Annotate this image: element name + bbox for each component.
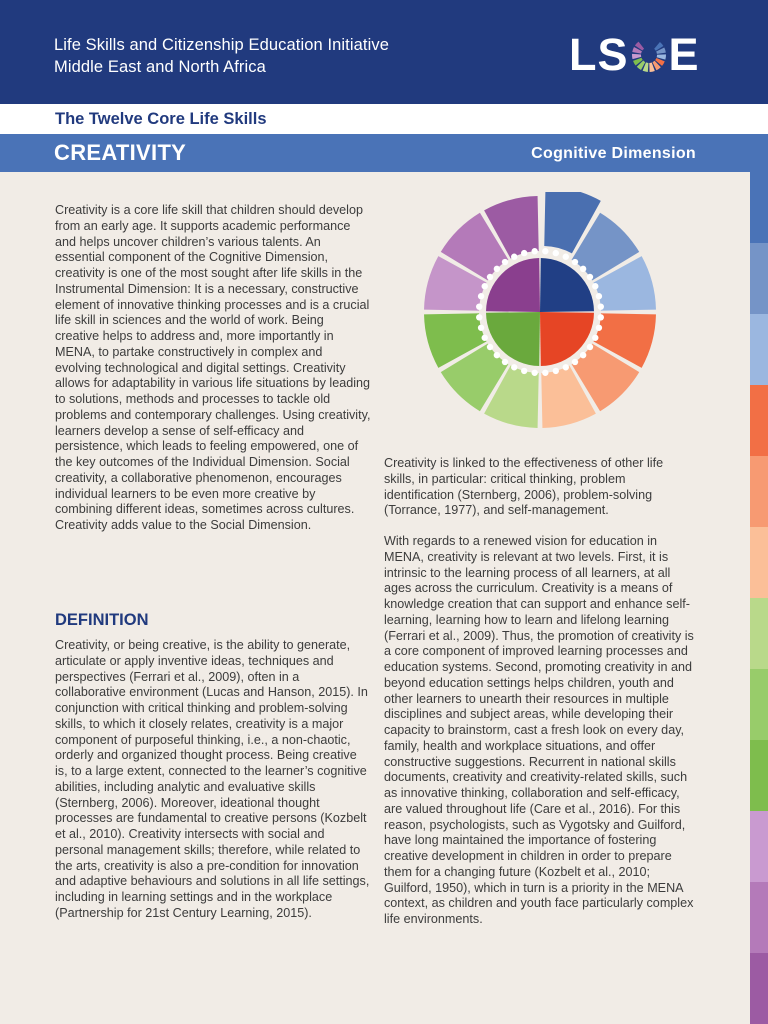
page-title: CREATIVITY	[54, 140, 187, 165]
wheel-gear-tooth	[476, 303, 482, 309]
color-stripe	[750, 456, 768, 527]
wheel-gear-tooth	[587, 274, 593, 280]
subheader-title: The Twelve Core Life Skills	[55, 110, 267, 128]
wheel-gear-tooth	[563, 254, 569, 260]
color-stripe	[750, 669, 768, 740]
wheel-gear-tooth	[487, 274, 493, 280]
wheel-gear-tooth	[580, 352, 586, 358]
wheel-gear-tooth	[511, 254, 517, 260]
wheel-gear-tooth	[531, 248, 537, 254]
right-paragraph-1: Creativity is linked to the effectiveness of other life skills, in particular: critical thinking, problem identification (Sternberg, 2006), problem-solving (Torrance, 1977), and self-management.	[384, 456, 664, 518]
logo-ring-segment	[632, 54, 641, 59]
color-stripe	[750, 385, 768, 456]
right-column	[384, 456, 696, 928]
color-stripe	[750, 598, 768, 669]
wheel-gear-tooth	[596, 293, 602, 299]
wheel-gear-tooth	[531, 370, 537, 376]
wheel-gear-tooth	[494, 266, 500, 272]
colorful-c-ring-icon	[630, 36, 668, 74]
wheel-gear-tooth	[598, 303, 604, 309]
color-stripe	[750, 882, 768, 953]
wheel-gear-tooth	[482, 335, 488, 341]
header-title-line1: Life Skills and Citizenship Education Initiative	[54, 36, 389, 54]
wheel-gear-tooth	[476, 314, 482, 320]
intro-paragraph	[55, 203, 371, 534]
wheel-gear-tooth	[478, 325, 484, 331]
color-stripe	[750, 527, 768, 598]
wheel-gear-tooth	[572, 259, 578, 265]
wheel-gear-tooth	[553, 250, 559, 256]
intro-text: Creativity is a core life skill that children should develop from an early age. It supports academic performance and helps uncover children’s various talents. An essential component of the Cognitive Dimension, creativity is one of the most sought after life skills in the Instrumental Dimension: It is a necessary, constructive element of innovative thinking processes and is a crucial life skill in sciences and the world of work. Being creative helps to address and, more importantly in MENA, to partake constructively in complex and evolving technological and digital settings. Creativity allows for adaptability in various life situations by leading to solutions, methods and processes to tackle old problems and contemporary challenges. Using creativity, learners develop a sense of self-efficacy and persistence, which leads to feeling empowered, one of the key outcomes of the Individual Dimension. Social creativity, a collaborative phenomenon, encourages individual learners to be even more creative by combining different ideas, sometimes across cultures. Creativity adds value to the Social Dimension.	[55, 203, 371, 532]
wheel-gear-tooth	[592, 283, 598, 289]
wheel-gear-tooth	[478, 293, 484, 299]
page-header	[0, 0, 768, 104]
wheel-gear-tooth	[572, 359, 578, 365]
wheel-gear-tooth	[502, 359, 508, 365]
color-stripe	[750, 953, 768, 1024]
wheel-gear-tooth	[502, 259, 508, 265]
color-stripe	[750, 314, 768, 385]
wheel-gear-tooth	[482, 283, 488, 289]
wheel-gear-tooth	[563, 364, 569, 370]
wheel-gear-tooth	[598, 314, 604, 320]
definition-heading: DEFINITION	[55, 611, 149, 629]
color-stripe	[750, 740, 768, 811]
wheel-gear-tooth	[494, 352, 500, 358]
logo-text-right: E	[668, 29, 700, 80]
wheel-gear-tooth	[542, 370, 548, 376]
color-stripe	[750, 811, 768, 882]
wheel-gear-tooth	[487, 344, 493, 350]
wheel-gear-tooth	[553, 368, 559, 374]
wheel-gear-tooth	[592, 335, 598, 341]
color-stripe	[750, 243, 768, 314]
lsce-logo	[569, 30, 700, 80]
wheel-gear-tooth	[596, 325, 602, 331]
wheel-gear-tooth	[580, 266, 586, 272]
color-stripe-index	[750, 172, 768, 1024]
definition-paragraph	[55, 638, 371, 922]
dimension-label: Cognitive Dimension	[531, 145, 696, 162]
right-paragraph-2: With regards to a renewed vision for education in MENA, creativity is relevant at two levels. First, it is intrinsic to the learning process of all learners, at all ages across the curriculum. Creativity is a means of knowledge creation that can support and enhance self-learning, learning how to learn and lifelong learning (Ferrari et al., 2009). Thus, the promotion of creativity is a core component of improved learning processes and education systems. Second, promoting creativity in and beyond education settings helps children, youth and other learners to unearth their resources in multiple disciplines and subject areas, while developing their capacity to brainstorm, cast a fresh look on every day, family, health and workplace situations, and offer constructive suggestions. Recurrent in national skills documents, creativity and creativity-related skills, such as innovative thinking, collaboration and self-efficacy, are valued throughout life (Care et al., 2016). For this reason, psychologists, such as Vygotsky and Guilford, have long maintained the importance of fostering creative development in children in order to prepare them for a changing future (Kozbelt et al., 2010; Guilford, 1950), which in turn is a priority in the MENA context, as children and youth face particularly complex life environments.	[384, 534, 694, 926]
definition-text: Creativity, or being creative, is the ability to generate, articulate or apply inventive ideas, techniques and perspectives (Ferrari et al., 2009), often in a collaborative environment (Lucas and Hanson, 2015). In conjunction with critical thinking and problem-solving skills, to which it closely relates, creativity is a major component of purposeful thinking, i.e., a non-chaotic, orderly and organized thought process. Being creative is, to a large extent, connected to the learner’s cognitive abilities, including analytic and evaluative skills (Sternberg, 2006). Moreover, ideational thought processes are fundamental to creative persons (Kozbelt et al., 2010). Creativity intersects with social and personal management skills; therefore, while related to the arts, creativity is also a pre-condition for innovation and adaptive behaviours and solutions in all life settings, including in learning settings and in the workplace (Partnership for 21st Century Learning, 2015).	[55, 638, 370, 920]
wheel-gear-tooth	[521, 368, 527, 374]
wheel-gear-tooth	[511, 364, 517, 370]
wheel-gear-tooth	[587, 344, 593, 350]
color-stripe	[750, 172, 768, 243]
wheel-gear-tooth	[521, 250, 527, 256]
header-title-line2: Middle East and North Africa	[54, 58, 266, 76]
logo-text-left: LS	[569, 29, 629, 80]
wheel-gear-tooth	[542, 248, 548, 254]
life-skills-wheel	[420, 192, 660, 432]
